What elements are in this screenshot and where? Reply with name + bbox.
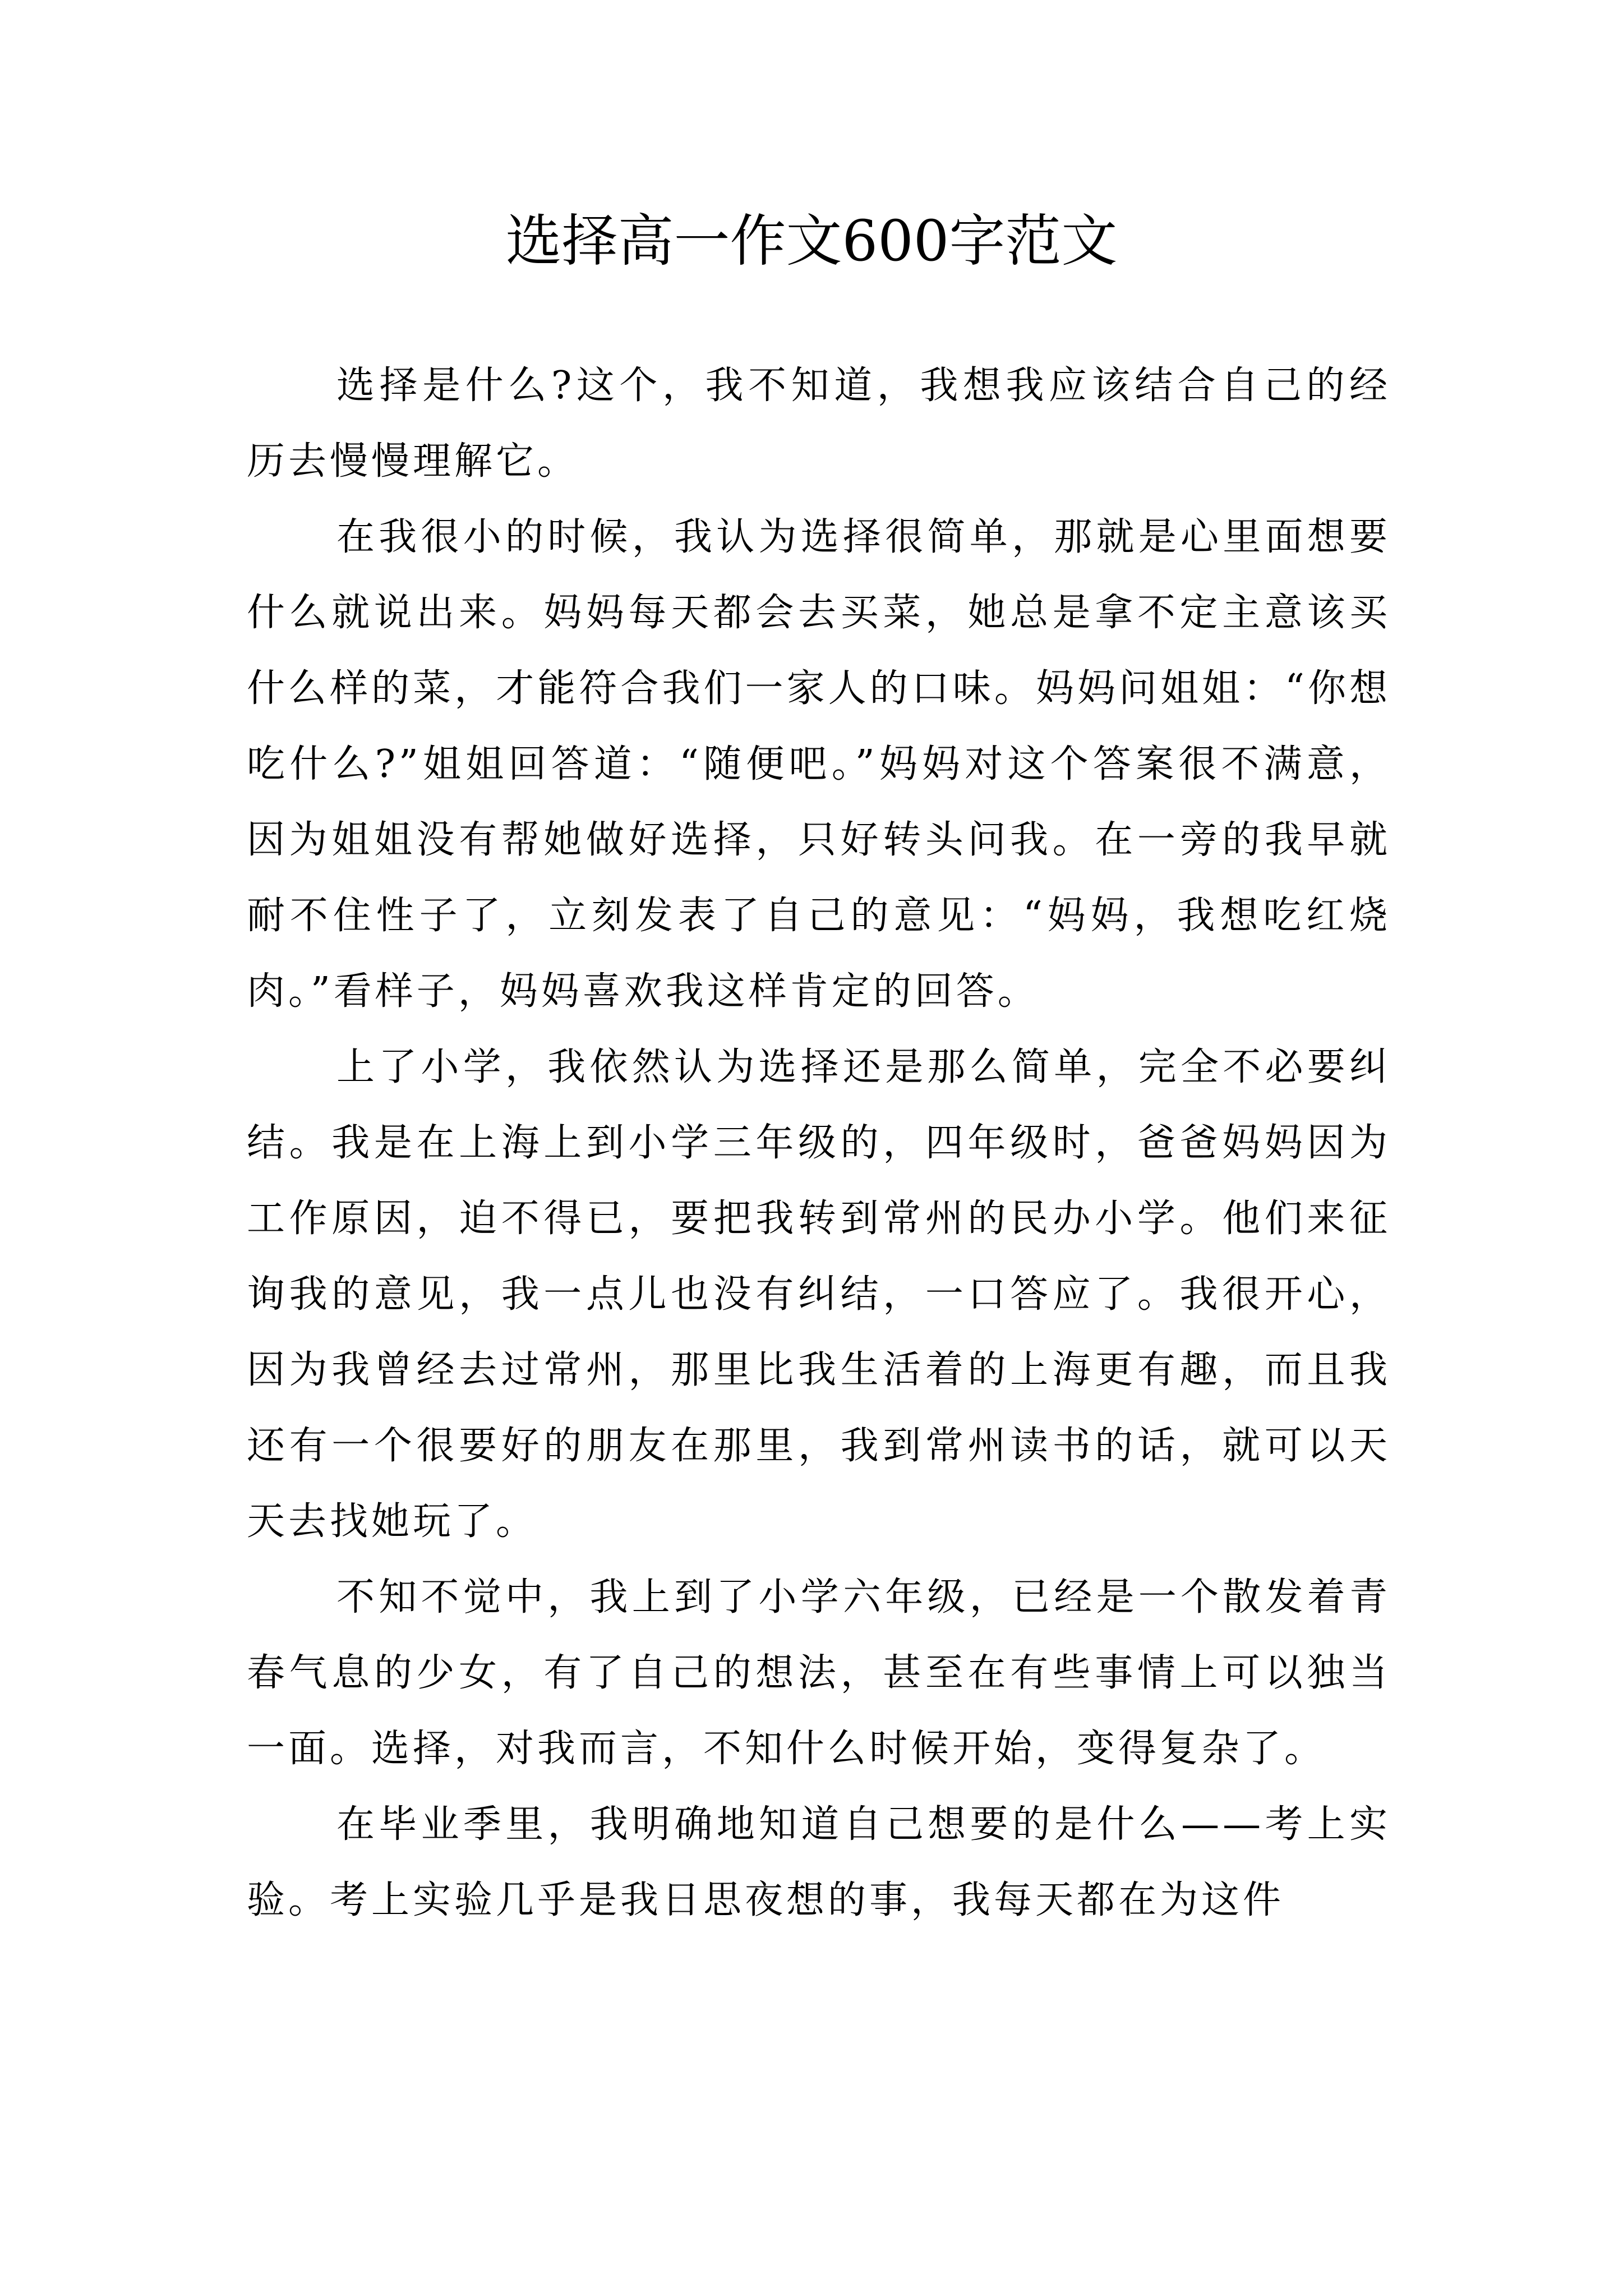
paragraph: 不知不觉中，我上到了小学六年级，已经是一个散发着青春气息的少女，有了自己的想法，甚至在有些事情上可以独当一面。选择，对我而言，不知什么时候开始，变得复杂了。	[247, 1575, 1391, 1771]
paragraph: 在我很小的时候，我认为选择很简单，那就是心里面想要什么就说出来。妈妈每天都会去买菜，她总是拿不定主意该买什么样的菜，才能符合我们一家人的口味。妈妈问姐姐：“你想吃什么?”姐姐回答道：“随便吧。”妈妈对这个答案很不满意，因为姐姐没有帮她做好选择，只好转头问我。在一旁的我早就耐不住性子了，立刻发表了自己的意见：“妈妈，我想吃红烧肉。”看样子，妈妈喜欢我这样肯定的回答。	[247, 515, 1391, 1014]
paragraph: 上了小学，我依然认为选择还是那么简单，完全不必要纠结。我是在上海上到小学三年级的，四年级时，爸爸妈妈因为工作原因，迫不得已，要把我转到常州的民办小学。他们来征询我的意见，我一点儿也没有纠结，一口答应了。我很开心，因为我曾经去过常州，那里比我生活着的上海更有趣，而且我还有一个很要好的朋友在那里，我到常州读书的话，就可以天天去找她玩了。	[247, 1045, 1391, 1544]
document-body	[247, 348, 1391, 1938]
document-title: 选择高一作文600字范文	[505, 208, 1118, 274]
paragraph: 选择是什么?这个，我不知道，我想我应该结合自己的经历去慢慢理解它。	[247, 364, 1391, 484]
paragraph: 在毕业季里，我明确地知道自己想要的是什么——考上实验。考上实验几乎是我日思夜想的事，我每天都在为这件	[247, 1802, 1391, 1922]
